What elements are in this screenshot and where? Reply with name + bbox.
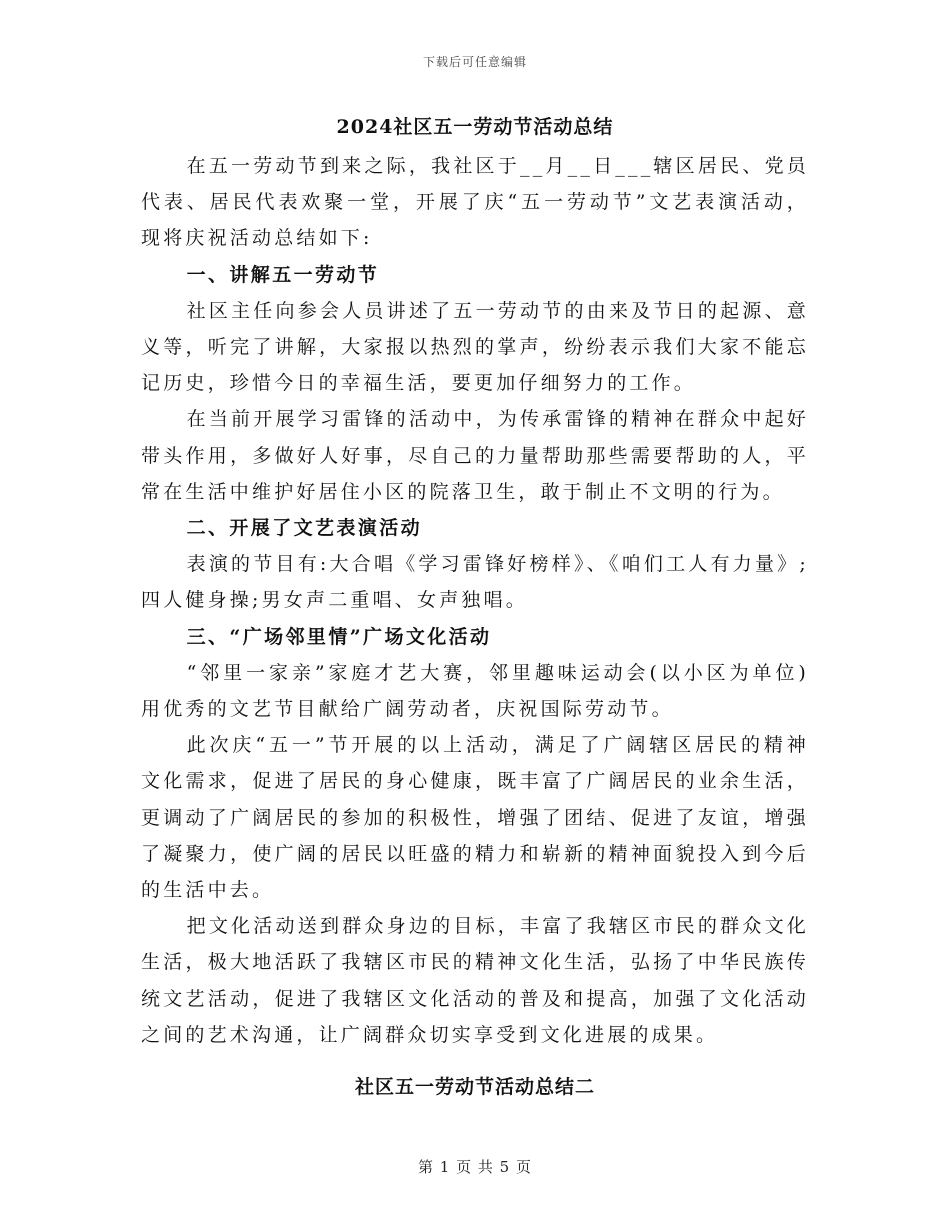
page-header-note: 下载后可任意编辑 bbox=[422, 55, 527, 69]
page-number-footer: 第 1 页 共 5 页 bbox=[418, 1158, 532, 1176]
section-1-paragraph-1: 社区主任向参会人员讲述了五一劳动节的由来及节日的起源、意义等，听完了讲解，大家报以热烈的掌声，纷纷表示我们大家不能忘记历史，珍惜今日的幸福生活，要更加仔细努力的工作。 bbox=[141, 299, 809, 395]
section-heading-1: 一、讲解五一劳动节 bbox=[186, 263, 380, 286]
section-3-paragraph: “邻里一家亲”家庭才艺大赛，邻里趣味运动会(以小区为单位)用优秀的文艺节目献给广阔劳动者，庆祝国际劳动节。 bbox=[141, 661, 809, 721]
section-heading-3: 三、“广场邻里情”广场文化活动 bbox=[186, 625, 492, 648]
section-heading-2: 二、开展了文艺表演活动 bbox=[186, 517, 422, 540]
summary-paragraph-1: 此次庆“五一”节开展的以上活动，满足了广阔辖区居民的精神文化需求，促进了居民的身心健康，既丰富了广阔居民的业余生活，更调动了广阔居民的参加的积极性，增强了团结、促进了友谊，增强了凝聚力，使广阔的居民以旺盛的精力和崭新的精神面貌投入到今后的生活中去。 bbox=[141, 734, 809, 902]
document-body bbox=[141, 148, 809, 1053]
section-2-paragraph: 表演的节目有:大合唱《学习雷锋好榜样》、《咱们工人有力量》;四人健身操;男女声二重唱、女声独唱。 bbox=[141, 553, 809, 612]
intro-paragraph: 在五一劳动节到来之际，我社区于__月__日___辖区居民、党员代表、居民代表欢聚一堂，开展了庆“五一劳动节”文艺表演活动，现将庆祝活动总结如下: bbox=[141, 155, 809, 250]
second-document-title: 社区五一劳动节活动总结二 bbox=[354, 1076, 595, 1098]
summary-paragraph-2: 把文化活动送到群众身边的目标，丰富了我辖区市民的群众文化生活，极大地活跃了我辖区市民的精神文化生活，弘扬了中华民族传统文艺活动，促进了我辖区文化活动的普及和提高，加强了文化活动之间的艺术沟通，让广阔群众切实享受到文化进展的成果。 bbox=[141, 915, 809, 1046]
section-1-paragraph-2: 在当前开展学习雷锋的活动中，为传承雷锋的精神在群众中起好带头作用，多做好人好事，尽自己的力量帮助那些需要帮助的人，平常在生活中维护好居住小区的院落卫生，敢于制止不文明的行为。 bbox=[141, 408, 809, 503]
document-title: 2024社区五一劳动节活动总结 bbox=[336, 116, 614, 138]
